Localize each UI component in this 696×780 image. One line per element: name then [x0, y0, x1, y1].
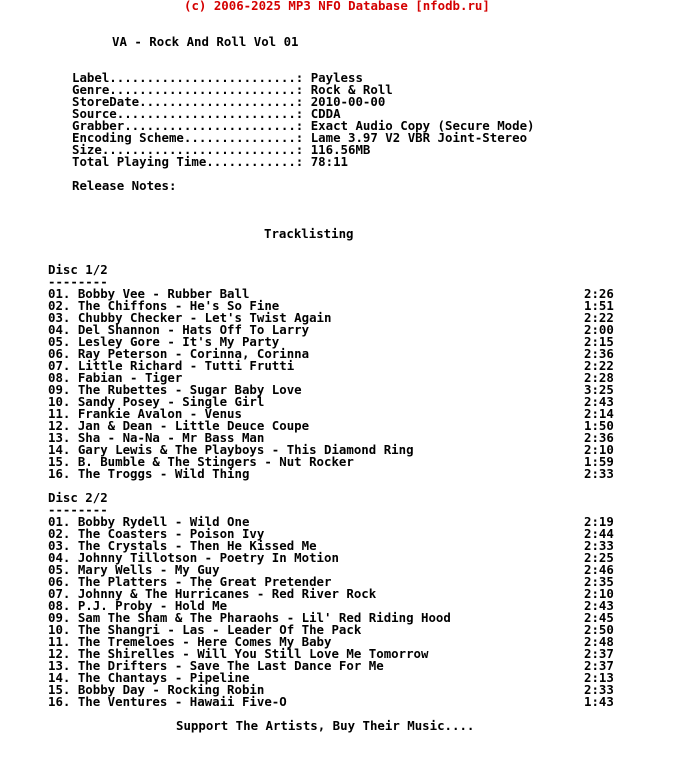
track-title: 11. The Tremeloes - Here Comes My Baby: [48, 634, 332, 649]
track-time: 3:25: [584, 382, 614, 397]
track-time: 1:50: [584, 418, 614, 433]
track-title: 01. Bobby Vee - Rubber Ball: [48, 286, 250, 301]
track-time: 2:15: [584, 334, 614, 349]
disc-underline-1: --------: [48, 274, 108, 289]
track-title: 11. Frankie Avalon - Venus: [48, 406, 242, 421]
track-title: 07. Little Richard - Tutti Frutti: [48, 358, 295, 373]
track-time: 1:43: [584, 694, 614, 709]
info-line-size: Size..........................: 116.56MB: [72, 142, 371, 157]
track-time: 2:45: [584, 610, 614, 625]
track-time: 2:43: [584, 394, 614, 409]
track-title: 01. Bobby Rydell - Wild One: [48, 514, 250, 529]
track-title: 04. Del Shannon - Hats Off To Larry: [48, 322, 310, 337]
disc-underline-2: --------: [48, 502, 108, 517]
track-time: 2:37: [584, 646, 614, 661]
track-time: 2:00: [584, 322, 614, 337]
track-time: 2:33: [584, 682, 614, 697]
track-time: 2:25: [584, 550, 614, 565]
track-time: 2:37: [584, 658, 614, 673]
tracklisting-heading: Tracklisting: [264, 226, 354, 241]
track-title: 03. The Crystals - Then He Kissed Me: [48, 538, 317, 553]
track-title: 14. Gary Lewis & The Playboys - This Diamond Ring: [48, 442, 414, 457]
release-title: VA - Rock And Roll Vol 01: [112, 34, 299, 49]
track-title: 09. Sam The Sham & The Pharaohs - Lil' Red Riding Hood: [48, 610, 451, 625]
track-time: 2:13: [584, 670, 614, 685]
track-title: 06. The Platters - The Great Pretender: [48, 574, 332, 589]
track-title: 03. Chubby Checker - Let's Twist Again: [48, 310, 332, 325]
track-title: 08. P.J. Proby - Hold Me: [48, 598, 228, 613]
info-line-label: Label.........................: Payless: [72, 70, 363, 85]
track-time: 2:28: [584, 370, 614, 385]
info-line-storedate: StoreDate.....................: 2010-00-00: [72, 94, 386, 109]
disc-label-1: Disc 1/2: [48, 262, 108, 277]
track-time: 2:43: [584, 598, 614, 613]
track-time: 2:10: [584, 586, 614, 601]
info-line-encoding-scheme: Encoding Scheme...............: Lame 3.97 V2 VBR Joint-Stereo: [72, 130, 528, 145]
track-time: 2:22: [584, 310, 614, 325]
track-title: 02. The Chiffons - He's So Fine: [48, 298, 280, 313]
track-time: 2:22: [584, 358, 614, 373]
watermark-text: (c) 2006-2025 MP3 NFO Database [nfodb.ru]: [184, 0, 490, 13]
track-title: 05. Mary Wells - My Guy: [48, 562, 220, 577]
track-title: 04. Johnny Tillotson - Poetry In Motion: [48, 550, 339, 565]
track-title: 15. Bobby Day - Rocking Robin: [48, 682, 265, 697]
track-time: 2:33: [584, 538, 614, 553]
track-title: 16. The Ventures - Hawaii Five-O: [48, 694, 287, 709]
track-time: 2:46: [584, 562, 614, 577]
track-title: 07. Johnny & The Hurricanes - Red River Rock: [48, 586, 377, 601]
track-time: 2:33: [584, 466, 614, 481]
track-time: 2:10: [584, 442, 614, 457]
track-time: 2:14: [584, 406, 614, 421]
footer-text: Support The Artists, Buy Their Music....: [176, 718, 475, 733]
track-time: 1:51: [584, 298, 614, 313]
track-title: 06. Ray Peterson - Corinna, Corinna: [48, 346, 310, 361]
track-time: 2:48: [584, 634, 614, 649]
track-time: 1:59: [584, 454, 614, 469]
track-time: 2:44: [584, 526, 614, 541]
track-title: 13. The Drifters - Save The Last Dance For Me: [48, 658, 384, 673]
track-title: 15. B. Bumble & The Stingers - Nut Rocker: [48, 454, 354, 469]
track-time: 2:19: [584, 514, 614, 529]
track-title: 12. The Shirelles - Will You Still Love Me Tomorrow: [48, 646, 429, 661]
track-title: 12. Jan & Dean - Little Deuce Coupe: [48, 418, 310, 433]
track-time: 2:50: [584, 622, 614, 637]
track-title: 08. Fabian - Tiger: [48, 370, 183, 385]
track-title: 10. The Shangri - Las - Leader Of The Pack: [48, 622, 362, 637]
info-line-total-playing-time: Total Playing Time............: 78:11: [72, 154, 349, 169]
disc-label-2: Disc 2/2: [48, 490, 108, 505]
track-title: 02. The Coasters - Poison Ivy: [48, 526, 265, 541]
info-line-grabber: Grabber.......................: Exact Audio Copy (Secure Mode): [72, 118, 535, 133]
info-line-source: Source........................: CDDA: [72, 106, 341, 121]
track-title: 10. Sandy Posey - Single Girl: [48, 394, 265, 409]
track-title: 05. Lesley Gore - It's My Party: [48, 334, 280, 349]
track-title: 13. Sha - Na-Na - Mr Bass Man: [48, 430, 265, 445]
track-time: 2:36: [584, 430, 614, 445]
track-time: 2:26: [584, 286, 614, 301]
track-title: 09. The Rubettes - Sugar Baby Love: [48, 382, 302, 397]
info-line-genre: Genre.........................: Rock & Roll: [72, 82, 393, 97]
track-title: 14. The Chantays - Pipeline: [48, 670, 250, 685]
release-notes-label: Release Notes:: [72, 178, 177, 193]
track-time: 2:35: [584, 574, 614, 589]
track-title: 16. The Troggs - Wild Thing: [48, 466, 250, 481]
track-time: 2:36: [584, 346, 614, 361]
